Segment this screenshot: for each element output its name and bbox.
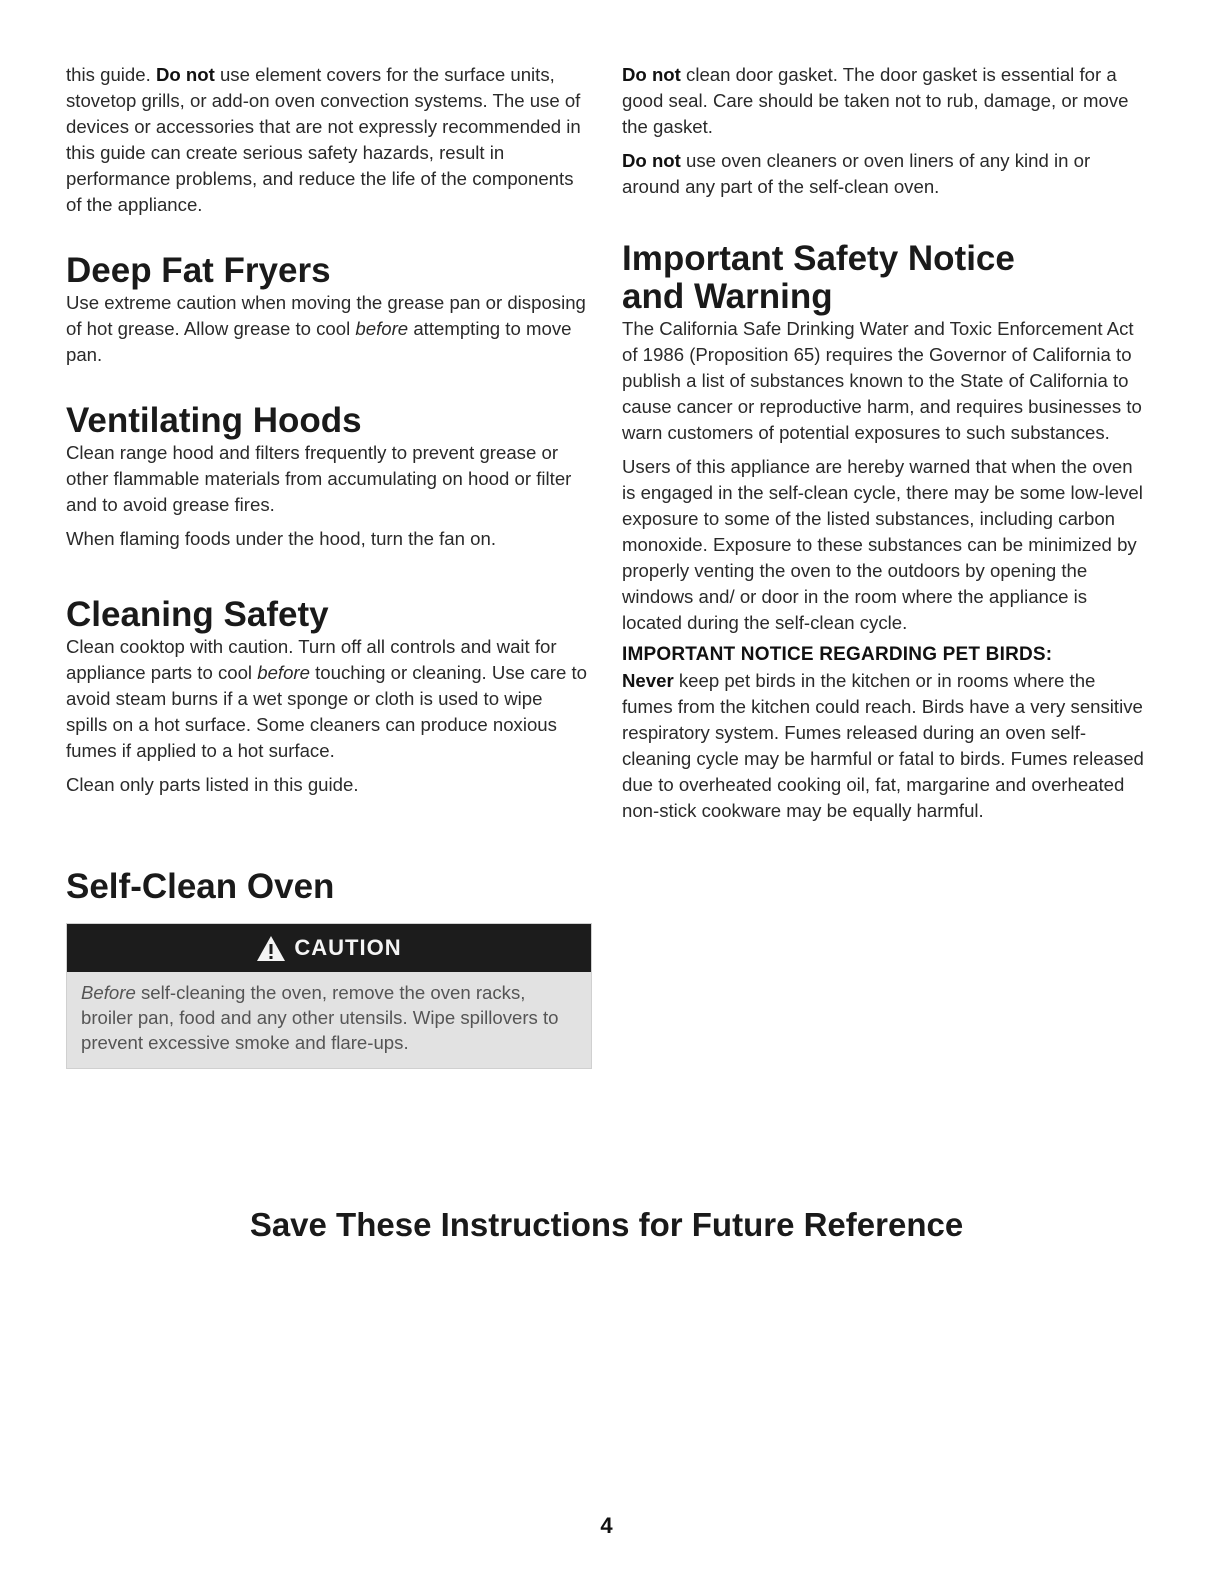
proposition-65-paragraph: The California Safe Drinking Water and Toxic Enforcement Act of 1986 (Proposition 65) requires the Governor of California to publish a list of substances known to the State of California to cause cancer or reproductive harm, and requires businesses to warn customers of potential exposures to such substances. xyxy=(622,318,1142,443)
cleaning-safety-heading: Cleaning Safety xyxy=(66,595,329,634)
door-gasket-paragraph: Do not clean door gasket. The door gasket is essential for a good seal. Care should be taken not to rub, damage, or move the gasket. xyxy=(622,64,1129,137)
safety-notice-section xyxy=(622,240,1147,832)
self-clean-oven-heading: Self-Clean Oven xyxy=(66,867,335,906)
warning-triangle-icon xyxy=(256,935,286,962)
ventilating-hoods-paragraph-2: When flaming foods under the hood, turn the fan on. xyxy=(66,528,497,549)
exposure-warning-paragraph: Users of this appliance are hereby warned that when the oven is engaged in the self-clean cycle, there may be some low-level exposure to some of the listed substances, including carbon monoxide. Exposure to these substances can be minimized by properly venting the oven to the outdoors by opening the windows and/ or door in the room where the appliance is located during the self-clean cycle. xyxy=(622,456,1143,633)
pet-birds-heading: IMPORTANT NOTICE REGARDING PET BIRDS: xyxy=(622,644,1053,665)
do-not-emphasis: Do not xyxy=(155,64,215,85)
safety-notice-heading: Important Safety Notice and Warning xyxy=(622,239,1015,316)
deep-fat-fryers-paragraph: Use extreme caution when moving the grease pan or disposing of hot grease. Allow grease to cool before attempting to move pan. xyxy=(66,292,586,365)
page-number: 4 xyxy=(600,1513,613,1538)
caution-header xyxy=(67,924,591,972)
caution-title: CAUTION xyxy=(294,935,402,960)
intro-paragraph: this guide. Do not use element covers for the surface units, stovetop grills, or add-on oven convection systems. The use of devices or accessories that are not expressly recommended in this guide can create serious safety hazards, result in performance problems, and reduce the life of the components of the appliance. xyxy=(66,64,581,215)
ventilating-hoods-heading: Ventilating Hoods xyxy=(66,401,362,440)
deep-fat-fryers-section xyxy=(66,252,588,376)
self-clean-oven-section xyxy=(66,868,588,906)
pet-birds-paragraph: Never keep pet birds in the kitchen or in rooms where the fumes from the kitchen could reach. Birds have a very sensitive respiratory system. Fumes released during an oven self-cleaning cycle may be harmful or fatal to birds. Fumes released due to overheated cooking oil, fat, margarine and overheated non-stick cookware may be equally harmful. xyxy=(622,670,1144,821)
oven-cleaners-paragraph: Do not use oven cleaners or oven liners of any kind in or around any part of the self-clean oven. xyxy=(622,150,1091,197)
cleaning-safety-section xyxy=(66,596,588,806)
ventilating-hoods-paragraph-1: Clean range hood and filters frequently to prevent grease or other flammable materials from accumulating on hood or filter and to avoid grease fires. xyxy=(66,442,572,515)
caution-box xyxy=(66,923,592,1069)
cleaning-safety-paragraph-2: Clean only parts listed in this guide. xyxy=(66,774,359,795)
right-column xyxy=(622,62,1147,821)
cleaning-safety-paragraph-1: Clean cooktop with caution. Turn off all controls and wait for appliance parts to cool before touching or cleaning. Use care to avoid steam burns if a wet sponge or cloth is used to wipe spills on a hot surface. Some cleaners can produce noxious fumes if applied to a hot surface. xyxy=(66,636,587,761)
save-instructions-heading: Save These Instructions for Future Reference xyxy=(249,1206,964,1243)
deep-fat-fryers-heading: Deep Fat Fryers xyxy=(66,251,331,290)
caution-text: Before self-cleaning the oven, remove the oven racks, broiler pan, food and any other utensils. Wipe spillovers to prevent excessive smoke and flare-ups. xyxy=(81,982,559,1053)
ventilating-hoods-section xyxy=(66,402,588,560)
